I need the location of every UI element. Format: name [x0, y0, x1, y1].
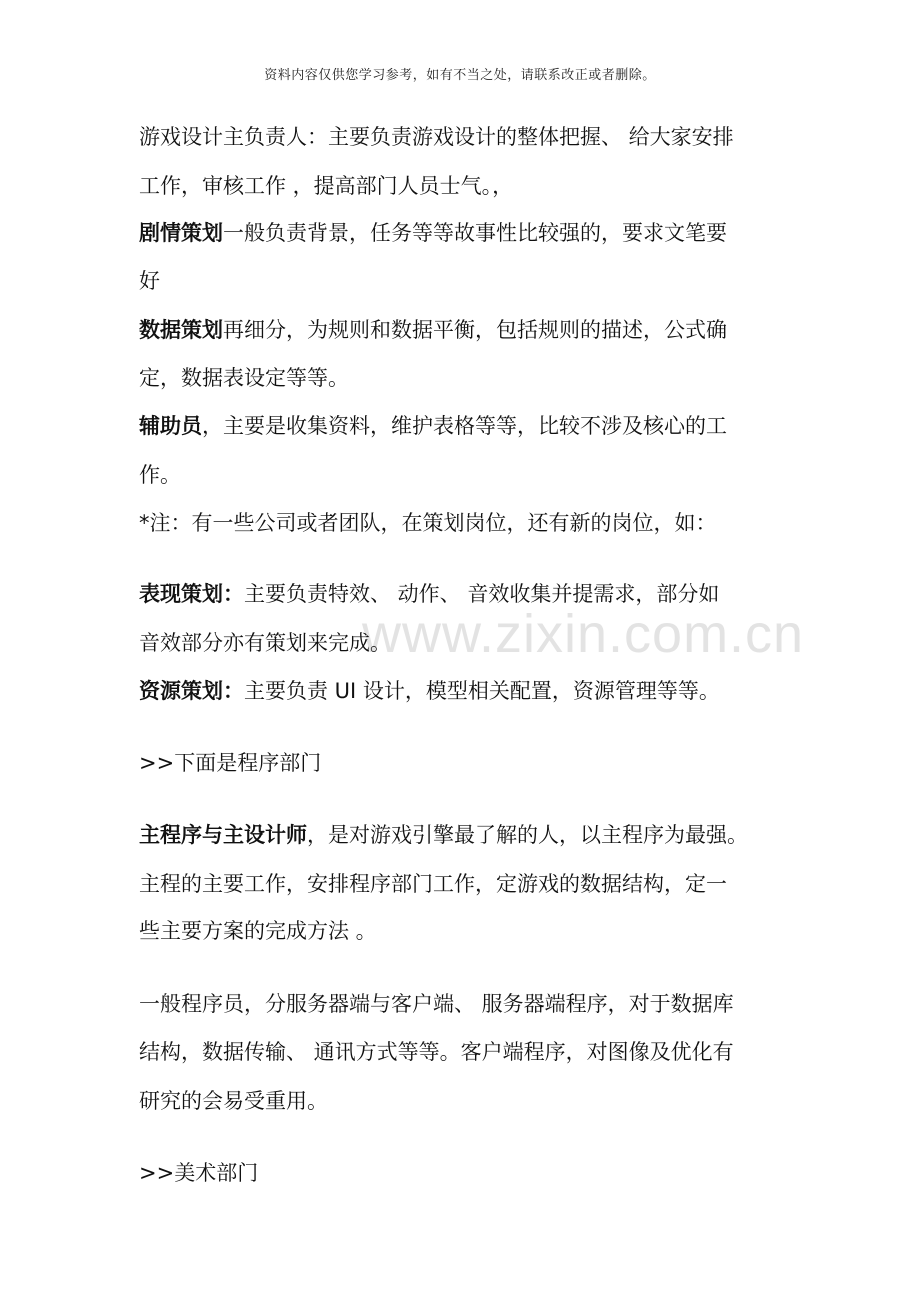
section-heading: [139, 1158, 258, 1188]
paragraph-line: [139, 411, 727, 441]
line-text: 主要负责特效、 动作、 音效收集并提需求，部分如: [244, 582, 720, 606]
paragraph-line: [139, 1086, 328, 1116]
line-text: 再细分，为规则和数据平衡，包括规则的描述，公式确: [223, 318, 727, 342]
paragraph-line: [139, 171, 513, 201]
line-text: 定，数据表设定等等。: [139, 366, 349, 390]
line-text: 作。: [139, 463, 181, 487]
section-heading: [139, 748, 321, 778]
line-text: 结构，数据传输、 通讯方式等等。客户端程序，对图像及优化有: [139, 1040, 734, 1064]
note-line: [139, 508, 717, 538]
line-text: 一般程序员，分服务器端与客户端、 服务器端程序，对于数据库: [139, 992, 734, 1016]
paragraph-line: [139, 363, 349, 393]
line-text: 主要负责 UI 设计，模型相关配置，资源管理等等。: [244, 679, 720, 703]
paragraph-line: [139, 460, 181, 490]
line-strong: 数据策划: [139, 318, 223, 342]
paragraph-line: [139, 916, 377, 946]
line-text: ，主要是收集资料，维护表格等等，比较不涉及核心的工: [202, 414, 727, 438]
line-text: 主程的主要工作，安排程序部门工作，定游戏的数据结构，定一: [139, 872, 727, 896]
paragraph-line: [139, 676, 720, 706]
paragraph-line: [139, 820, 748, 850]
paragraph-line: [139, 315, 727, 345]
paragraph-line: [139, 218, 727, 248]
paragraph-line: [139, 989, 734, 1019]
paragraph-line: [139, 1037, 734, 1067]
line-text: 游戏设计主负责人：主要负责游戏设计的整体把握、 给大家安排: [139, 125, 734, 149]
line-strong: 主程序与主设计师: [139, 823, 307, 847]
paragraph-line: [139, 869, 727, 899]
line-strong: 表现策划：: [139, 582, 244, 606]
line-strong: 剧情策划: [139, 221, 223, 245]
line-text: *注：有一些公司或者团队，在策划岗位，还有新的岗位，如：: [139, 511, 717, 535]
line-text: 研究的会易受重用。: [139, 1089, 328, 1113]
line-strong: 资源策划：: [139, 679, 244, 703]
line-text: 音效部分亦有策划来完成。: [139, 631, 391, 655]
paragraph-line: [139, 122, 734, 152]
line-text: 工作，审核工作 ，提高部门人员士气。，: [139, 174, 514, 198]
line-text: ，是对游戏引擎最了解的人，以主程序为最强。: [307, 823, 748, 847]
line-text: >>美术部门: [139, 1161, 259, 1185]
header-disclaimer: 资料内容仅供您学习参考，如有不当之处，请联系改正或者删除。: [264, 68, 656, 83]
paragraph-line: [139, 628, 391, 658]
paragraph-line: [139, 266, 160, 296]
paragraph-line: [139, 579, 719, 609]
line-text: 一般负责背景，任务等等故事性比较强的，要求文笔要: [223, 221, 727, 245]
line-text: 些主要方案的完成方法 。: [139, 919, 377, 943]
line-text: >>下面是程序部门: [139, 751, 322, 775]
watermark: www.zixin.com.cn: [362, 604, 805, 664]
line-strong: 辅助员: [139, 414, 202, 438]
line-text: 好: [139, 269, 160, 293]
